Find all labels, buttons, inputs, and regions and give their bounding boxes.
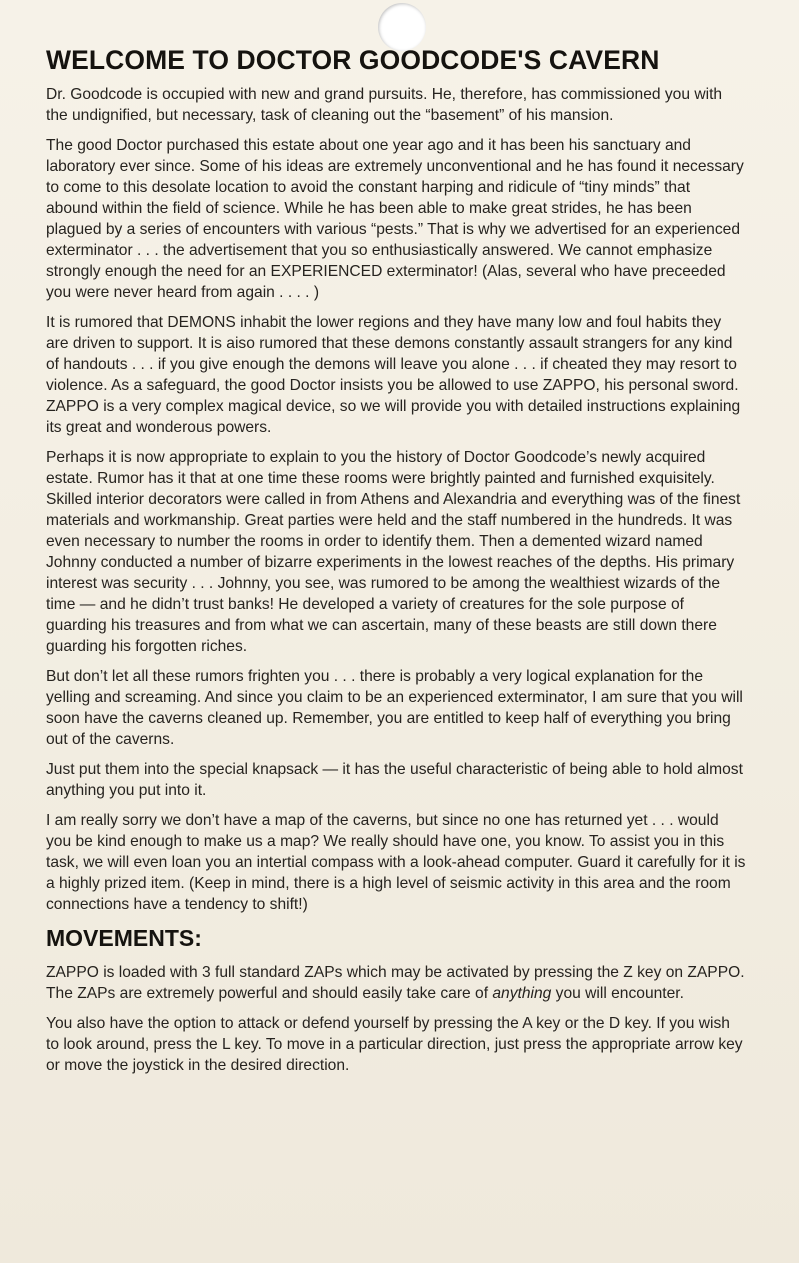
- zappo-paragraph: [46, 962, 746, 1004]
- zappo-text-before: ZAPPO is loaded with 3 full standard ZAPs which may be activated by pressing the Z key on ZAPPO. The ZAPs are extremely powerful and should easily take care of: [46, 964, 745, 1002]
- zappo-text-after: you will encounter.: [551, 985, 684, 1002]
- demons-paragraph: It is rumored that DEMONS inhabit the lower regions and they have many low and foul habits they are driven to support. It is aiso rumored that these demons constantly assault strangers for any kind of handouts . . . if you give enough the demons will leave you alone . . . if cheated they may resort to violence. As a safeguard, the good Doctor insists you be allowed to use ZAPPO, his personal sword. ZAPPO is a very complex magical device, so we will provide you with detailed instructions explaining its great and wonderous powers.: [46, 314, 741, 436]
- intro-paragraph: Dr. Goodcode is occupied with new and grand pursuits. He, therefore, has commissioned you with the undignified, but necessary, task of cleaning out the “basement” of his mansion.: [46, 86, 723, 124]
- movements-heading: MOVEMENTS:: [46, 925, 202, 951]
- zappo-text-emphasis: anything: [492, 985, 552, 1002]
- knapsack-paragraph: Just put them into the special knapsack — it has the useful characteristic of being able to hold almost anything you put into it.: [46, 761, 743, 799]
- map-paragraph: I am really sorry we don’t have a map of the caverns, but since no one has returned yet . . . would you be kind enough to make us a map? We really should have one, you know. To assist you in this task, we will even loan you an intertial compass with a look-ahead computer. Guard it carefully for it is a highly prized item. (Keep in mind, there is a high level of seismic activity in this area and the room connections have a tendency to shift!): [46, 812, 746, 913]
- rumors-paragraph: But don’t let all these rumors frighten you . . . there is probably a very logical explanation for the yelling and screaming. And since you claim to be an experienced exterminator, I am sure that you will soon have the caverns cleaned up. Remember, you are entitled to keep half of everything you bring out of the caverns.: [46, 668, 743, 748]
- controls-paragraph: You also have the option to attack or defend yourself by pressing the A key or the D key. If you wish to look around, press the L key. To move in a particular direction, just press the appropriate arrow key or move the joystick in the desired direction.: [46, 1015, 743, 1074]
- page-title: WELCOME TO DOCTOR GOODCODE'S CAVERN: [46, 45, 660, 75]
- estate-paragraph: The good Doctor purchased this estate about one year ago and it has been his sanctuary and laboratory ever since. Some of his ideas are extremely unconventional and he has found it necessary to come to this desolate location to avoid the constant harping and ridicule of “tiny minds” that abound within the field of science. While he has been able to make great strides, he has been plagued by a series of encounters with various “pests.” That is why we advertised for an experienced exterminator . . . the advertisement that you so enthusiastically answered. We cannot emphasize strongly enough the need for an EXPERIENCED exterminator! (Alas, several who have preceeded you were never heard from again . . . . ): [46, 137, 744, 301]
- page-content: [46, 44, 746, 1085]
- history-paragraph: Perhaps it is now appropriate to explain to you the history of Doctor Goodcode’s newly acquired estate. Rumor has it that at one time these rooms were brightly painted and furnished exquisitely. Skilled interior decorators were called in from Athens and Alexandria and everything was of the finest materials and workmanship. Great parties were held and the staff numbered in the hundreds. It was even necessary to number the rooms in order to identify them. Then a demented wizard named Johnny conducted a number of bizarre experiments in the lowest reaches of the depths. His primary interest was security . . . Johnny, you see, was rumored to be among the wealthiest wizards of the time — and he didn’t trust banks! He developed a variety of creatures for the sole purpose of guarding his treasures and from what we can ascertain, many of these beasts are still down there guarding his forgotten riches.: [46, 449, 741, 655]
